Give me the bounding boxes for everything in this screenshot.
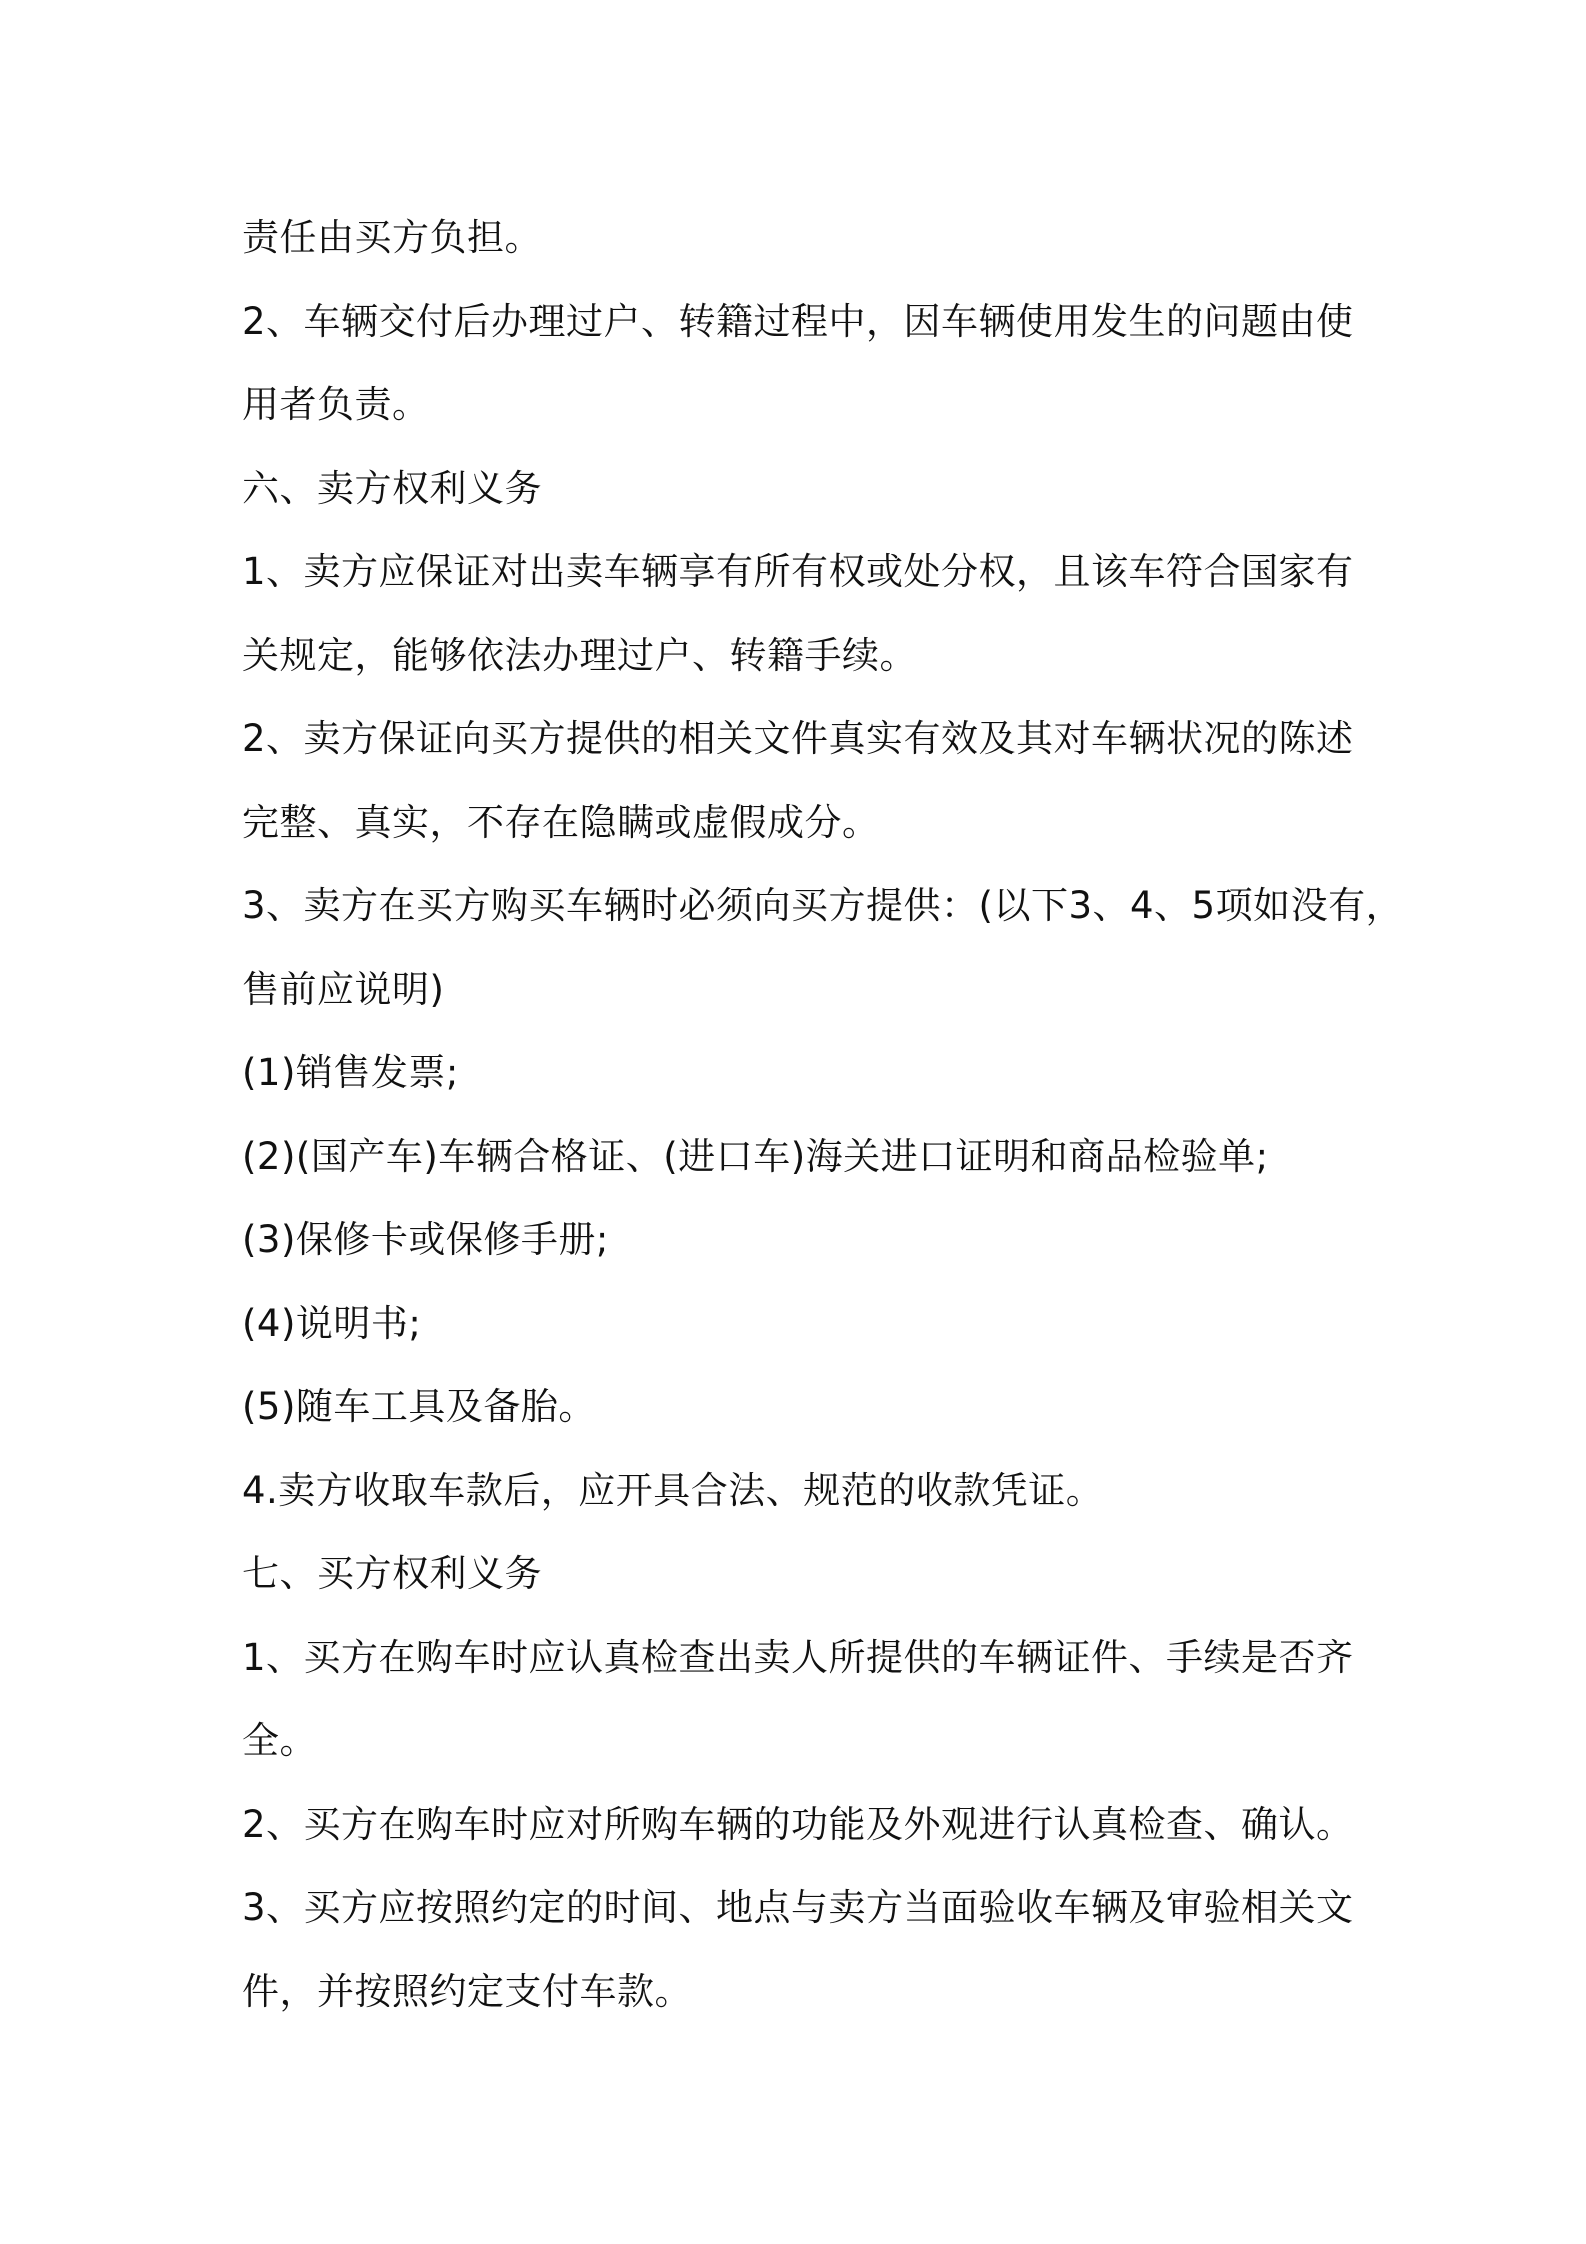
text-line: 关规定，能够依法办理过户、转籍手续。 [242, 633, 917, 677]
text-line: 完整、真实，不存在隐瞒或虚假成分。 [242, 800, 880, 844]
list-item: (1)销售发票; [242, 1051, 459, 1094]
text-line: 2、车辆交付后办理过户、转籍过程中，因车辆使用发生的问题由使 [242, 299, 1354, 343]
text-line: 1、卖方应保证对出卖车辆享有所有权或处分权，且该车符合国家有 [242, 550, 1354, 593]
list-item: (3)保修卡或保修手册; [242, 1218, 609, 1261]
list-item: (4)说明书; [242, 1301, 422, 1345]
text-line: 件，并按照约定支付车款。 [242, 1969, 692, 2013]
text-line: 全。 [242, 1719, 317, 1762]
text-line: 用者负责。 [242, 383, 430, 426]
list-item: (2)(国产车)车辆合格证、(进口车)海关进口证明和商品检验单; [242, 1134, 1269, 1178]
text-line: 售前应说明) [242, 967, 445, 1011]
list-item: (5)随车工具及备胎。 [242, 1385, 596, 1428]
text-line: 1、买方在购车时应认真检查出卖人所提供的车辆证件、手续是否齐 [242, 1635, 1354, 1679]
section-heading: 七、买方权利义务 [242, 1552, 542, 1595]
text-line: 2、买方在购车时应对所购车辆的功能及外观进行认真检查、确认。 [242, 1802, 1354, 1846]
text-line: 责任由买方负担。 [242, 216, 542, 259]
text-line: 4.卖方收取车款后，应开具合法、规范的收款凭证。 [242, 1468, 1104, 1512]
text-line: 3、买方应按照约定的时间、地点与卖方当面验收车辆及审验相关文 [242, 1886, 1354, 1929]
document-body [242, 196, 1404, 2033]
section-heading: 六、卖方权利义务 [242, 466, 542, 510]
text-line: 2、卖方保证向买方提供的相关文件真实有效及其对车辆状况的陈述 [242, 717, 1354, 760]
text-line: 3、卖方在买方购买车辆时必须向买方提供：(以下3、4、5项如没有， [242, 884, 1404, 927]
